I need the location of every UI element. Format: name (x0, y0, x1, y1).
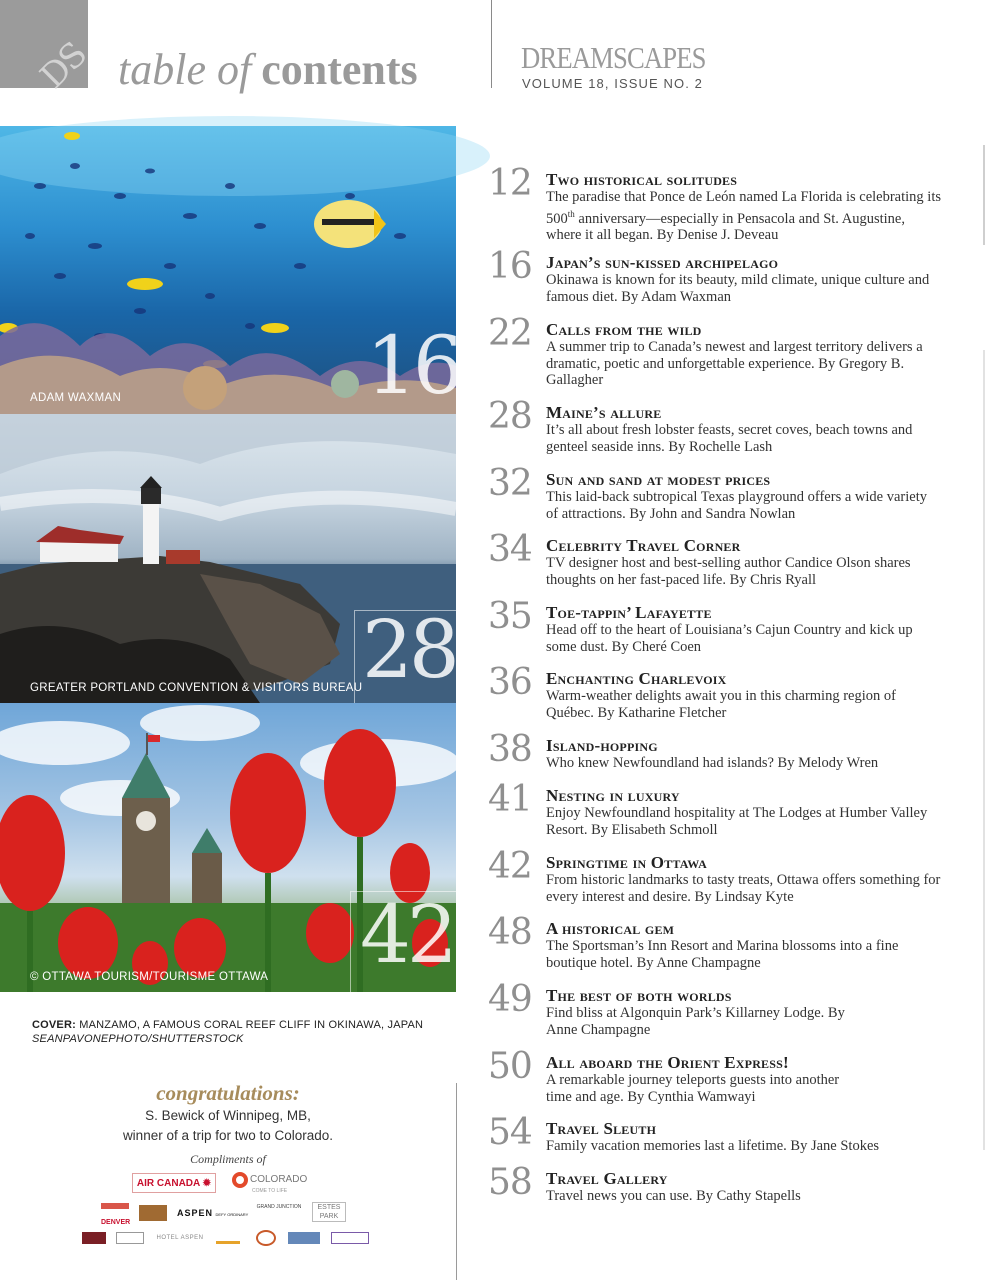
sponsor-logo-orange[interactable] (216, 1230, 240, 1244)
entry-page-number: 41 (488, 779, 532, 820)
entry-description: Warm-weather delights await you in this charming region of Québec. By Katharine Fletcher (546, 688, 896, 721)
aspen-tagline: DEFY ORDINARY (215, 1212, 249, 1217)
entry-description-text: anniversary—especially in Pensacola and St. Augustine, where it all began. By Denise J. Deveau (546, 210, 905, 243)
compliments-line: Compliments of (190, 1152, 266, 1166)
entry-title: Toe-tappin’ Lafayette (546, 603, 712, 622)
entry-page-number: 58 (488, 1162, 532, 1203)
air-canada-label: AIR CANADA (136, 1178, 200, 1189)
estes-park-logo[interactable] (312, 1202, 346, 1222)
entry-page-number: 48 (488, 912, 532, 953)
entry-title: Calls from the wild (546, 320, 702, 339)
entry-description: From historic landmarks to tasty treats, Ottawa offers something for every interest and desire. By Lindsay Kyte (546, 872, 941, 905)
entry-page-number: 38 (488, 729, 532, 770)
grand-junction-label: GRAND JUNCTION (256, 1204, 302, 1210)
ordinal-suffix: th (567, 208, 575, 219)
entry-title: Japan’s sun-kissed archipelago (546, 253, 779, 272)
page-title-bold: contents (261, 45, 418, 94)
entry-title: Island-hopping (546, 736, 658, 755)
entry-title: Sun and sand at modest prices (546, 470, 771, 489)
entry-page-number: 16 (488, 246, 532, 287)
entry-title: Maine’s allure (546, 403, 662, 422)
sponsor-logo-brown[interactable] (139, 1205, 167, 1221)
winner-line-1: S. Bewick of Winnipeg, MB, (145, 1108, 311, 1123)
congrats-heading: congratulations: (156, 1081, 300, 1105)
entry-page-number: 35 (488, 596, 532, 637)
entry-page-number: 54 (488, 1112, 532, 1153)
contest-winner-box (0, 1081, 456, 1167)
sponsor-logo-grey[interactable] (116, 1232, 144, 1244)
entry-description: A summer trip to Canada’s newest and largest territory delivers a dramatic, poetic and unforgettable experience. By Gregory B. Gallagher (546, 339, 923, 388)
entry-page-number: 22 (488, 313, 532, 354)
cover-caption (32, 1018, 423, 1046)
magazine-name: DREAMSCAPES (521, 40, 706, 75)
entry-description: Okinawa is known for its beauty, mild climate, unique culture and famous diet. By Adam Waxman (546, 272, 930, 305)
entry-description: TV designer host and best-selling author Candice Olson shares thoughts on her fast-paced life. By Chris Ryall (546, 555, 911, 588)
magazine-monogram (0, 0, 94, 97)
grand-junction-logo[interactable] (253, 1203, 305, 1223)
hotel-aspen-logo[interactable] (156, 1232, 204, 1244)
cover-photo-credit: SEANPAVONEPHOTO/SHUTTERSTOCK (32, 1033, 244, 1045)
entry-title: Travel Gallery (546, 1169, 668, 1188)
maple-leaf-icon: ✹ (202, 1178, 212, 1189)
winner-line-2: winner of a trip for two to Colorado. (122, 1128, 334, 1143)
issue-number: VOLUME 18, ISSUE NO. 2 (522, 76, 703, 91)
photo-page-number: 42 (360, 888, 454, 981)
entry-description: Travel news you can use. By Cathy Stapells (546, 1188, 801, 1204)
entry-page-number: 49 (488, 979, 532, 1020)
entry-description: Find bliss at Algonquin Park’s Killarney Lodge. By Anne Champagne (546, 1005, 845, 1038)
photo-portland-lighthouse[interactable] (0, 414, 456, 703)
colorado-c-icon (232, 1172, 248, 1188)
sponsor-logo-round[interactable] (256, 1230, 276, 1246)
air-canada-logo[interactable] (132, 1173, 216, 1193)
denver-label: DENVER (101, 1219, 131, 1226)
entry-description-text: The paradise that Ponce de León named La Florida is celebrating its 500 (546, 189, 941, 227)
colorado-logo[interactable] (232, 1172, 312, 1196)
photo-credit: GREATER PORTLAND CONVENTION & VISITORS BUREAU (30, 682, 363, 694)
photo-credit: © OTTAWA TOURISM/TOURISME OTTAWA (30, 971, 269, 983)
aspen-label: ASPEN (177, 1208, 214, 1218)
colorado-tagline: COME TO LIFE (252, 1188, 288, 1194)
entry-description: Head off to the heart of Louisiana’s Cajun Country and kick up some dust. By Cheré Coen (546, 622, 913, 655)
sponsor-logo-blue[interactable] (288, 1232, 320, 1244)
entry-description: Enjoy Newfoundland hospitality at The Lodges at Humber Valley Resort. By Elisabeth Schmoll (546, 805, 928, 838)
photo-okinawa-reef[interactable] (0, 126, 460, 414)
entry-description: The Sportsman’s Inn Resort and Marina blossoms into a fine boutique hotel. By Anne Champagne (546, 938, 899, 971)
entry-title: The best of both worlds (546, 986, 732, 1005)
photo-page-number: 28 (362, 603, 456, 696)
entry-title: Celebrity Travel Corner (546, 536, 741, 555)
denver-logo[interactable] (101, 1203, 131, 1226)
hotel-aspen-label: HOTEL ASPEN (156, 1235, 204, 1241)
column-divider (456, 1083, 457, 1280)
estes-park-label: ESTES PARK (317, 1204, 341, 1220)
cover-description: MANZAMO, A FAMOUS CORAL REEF CLIFF IN OKINAWA, JAPAN (79, 1019, 424, 1031)
entry-description: It’s all about fresh lobster feasts, secret coves, beach towns and genteel seaside inns. By Rochelle Lash (546, 422, 913, 455)
entry-title: All aboard the Orient Express! (546, 1053, 789, 1072)
entry-title: A historical gem (546, 919, 675, 938)
photo-page-number: 16 (366, 319, 460, 412)
monogram-text: DS (32, 35, 94, 97)
page-title (118, 45, 418, 94)
entry-page-number: 12 (488, 163, 532, 204)
entry-page-number: 42 (488, 846, 532, 887)
sponsor-logo-purple[interactable] (331, 1232, 369, 1244)
page-title-italic: table of (118, 45, 252, 94)
entry-page-number: 50 (488, 1046, 532, 1087)
entry-page-number: 36 (488, 662, 532, 703)
photo-ottawa-tulips[interactable] (0, 703, 456, 992)
entry-page-number: 34 (488, 529, 532, 570)
entry-description (546, 189, 941, 243)
entry-title: Enchanting Charlevoix (546, 669, 727, 688)
entry-description: A remarkable journey teleports guests into another time and age. By Cynthia Wamwayi (546, 1072, 840, 1105)
entry-page-number: 28 (488, 396, 532, 437)
sponsor-logo-red[interactable] (82, 1232, 106, 1244)
entry-description: This laid-back subtropical Texas playground offers a wide variety of attractions. By John and Sandra Nowlan (546, 489, 927, 522)
header-divider (491, 0, 492, 88)
aspen-logo[interactable] (177, 1205, 249, 1221)
entry-title: Two historical solitudes (546, 170, 738, 189)
entry-description: Who knew Newfoundland had islands? By Melody Wren (546, 755, 879, 771)
entry-title: Springtime in Ottawa (546, 853, 707, 872)
entry-title: Nesting in luxury (546, 786, 680, 805)
colorado-label: COLORADO (250, 1174, 308, 1185)
cover-label: COVER: (32, 1019, 76, 1031)
photo-credit: ADAM WAXMAN (30, 392, 122, 404)
entry-title: Travel Sleuth (546, 1119, 657, 1138)
entry-description: Family vacation memories last a lifetime. By Jane Stokes (546, 1138, 880, 1154)
entry-page-number: 32 (488, 463, 532, 504)
